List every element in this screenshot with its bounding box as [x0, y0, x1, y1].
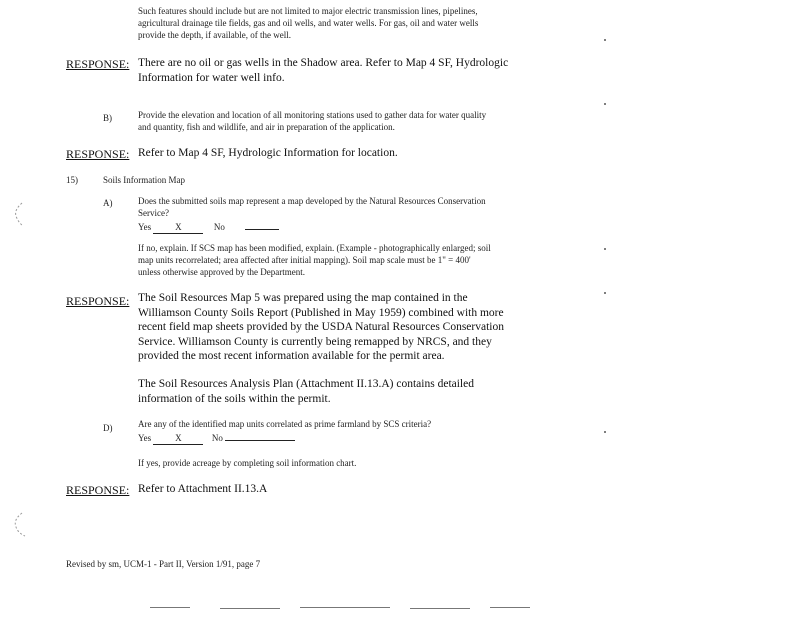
item-a-question — [138, 195, 486, 219]
response-text — [138, 291, 504, 364]
scan-artifact — [8, 510, 28, 540]
response-line: The Soil Resources Analysis Plan (Attachment II.13.A) contains detailed — [138, 378, 474, 390]
item-marker: D) — [103, 423, 113, 433]
note-line: unless otherwise approved by the Department. — [138, 267, 305, 277]
section-title: Soils Information Map — [103, 175, 185, 185]
response-label: RESPONSE: — [66, 294, 130, 308]
response-label: RESPONSE: — [66, 57, 130, 71]
note-line: map units recorrelated; area affected after initial mapping). Soil map scale must be 1" = 400' — [138, 255, 471, 265]
response-line: There are no oil or gas wells in the Shadow area. Refer to Map 4 SF, Hydrologic — [138, 57, 509, 69]
response-text — [138, 56, 508, 85]
response-line: Information for water well info. — [138, 71, 285, 84]
response-label: RESPONSE: — [66, 147, 130, 161]
response-line: Refer to Map 4 SF, Hydrologic Information for location. — [138, 147, 398, 159]
no-blank — [245, 229, 279, 230]
item-marker: B) — [103, 113, 112, 123]
section-number: 15) — [66, 175, 78, 185]
response-text — [138, 377, 474, 406]
question-line: Service? — [138, 208, 169, 218]
yes-label: Yes — [138, 222, 152, 232]
yes-mark: X — [153, 432, 203, 445]
note-line: If no, explain. If SCS map has been modified, explain. (Example - photographically enlarged; soil — [138, 243, 491, 253]
question-line: and quantity, fish and wildlife, and air in preparation of the application. — [138, 122, 395, 132]
no-label: No — [213, 222, 225, 232]
scan-artifact — [410, 608, 470, 609]
scan-artifact — [490, 607, 530, 608]
question-line: Does the submitted soils map represent a map developed by the Natural Resources Conservation — [138, 196, 486, 206]
yes-label: Yes — [138, 433, 152, 443]
scan-artifact — [150, 607, 190, 608]
item-marker: A) — [103, 198, 113, 208]
page-footer: Revised by sm, UCM-1 - Part II, Version 1/91, page 7 — [66, 559, 261, 569]
top-paragraph — [138, 5, 478, 41]
item-d-question: Are any of the identified map units correlated as prime farmland by SCS criteria? — [138, 419, 432, 429]
item-d-note: If yes, provide acreage by completing soil information chart. — [138, 458, 357, 468]
top-paragraph-line: Such features should include but are not limited to major electric transmission lines, pipelines, — [138, 6, 478, 16]
no-blank — [225, 440, 295, 441]
scan-artifact — [8, 200, 28, 230]
response-line: Service. Williamson County is currently being remapped by NRCS, and they — [138, 335, 492, 348]
response-line: Refer to Attachment II.13.A — [138, 483, 268, 495]
yes-mark: X — [153, 221, 203, 234]
item-a-note — [138, 242, 491, 278]
scan-artifact — [604, 292, 606, 294]
response-line: The Soil Resources Map 5 was prepared using the map contained in the — [138, 292, 468, 304]
item-b-question — [138, 109, 486, 133]
response-line: recent field map sheets provided by the USDA Natural Resources Conservation — [138, 321, 504, 333]
scan-artifact — [604, 248, 606, 250]
item-d-answer — [138, 432, 295, 445]
scan-artifact — [300, 607, 390, 608]
response-line: information of the soils within the permit. — [138, 392, 331, 405]
question-line: Provide the elevation and location of all monitoring stations used to gather data for water quality — [138, 110, 487, 120]
scan-artifact — [604, 39, 606, 41]
top-paragraph-line: agricultural drainage tile fields, gas and oil wells, and water wells. For gas, oil and water wells — [138, 18, 479, 28]
response-line: provided the most recent information available for the permit area. — [138, 350, 445, 362]
item-a-answer — [138, 221, 279, 234]
scan-artifact — [604, 103, 606, 105]
top-paragraph-line: provide the depth, if available, of the well. — [138, 30, 291, 40]
no-label: No — [211, 433, 223, 443]
response-line: Williamson County Soils Report (Published in May 1959) combined with more — [138, 306, 504, 319]
response-label: RESPONSE: — [66, 483, 130, 497]
scan-artifact — [220, 608, 280, 609]
scan-artifact — [604, 431, 606, 433]
